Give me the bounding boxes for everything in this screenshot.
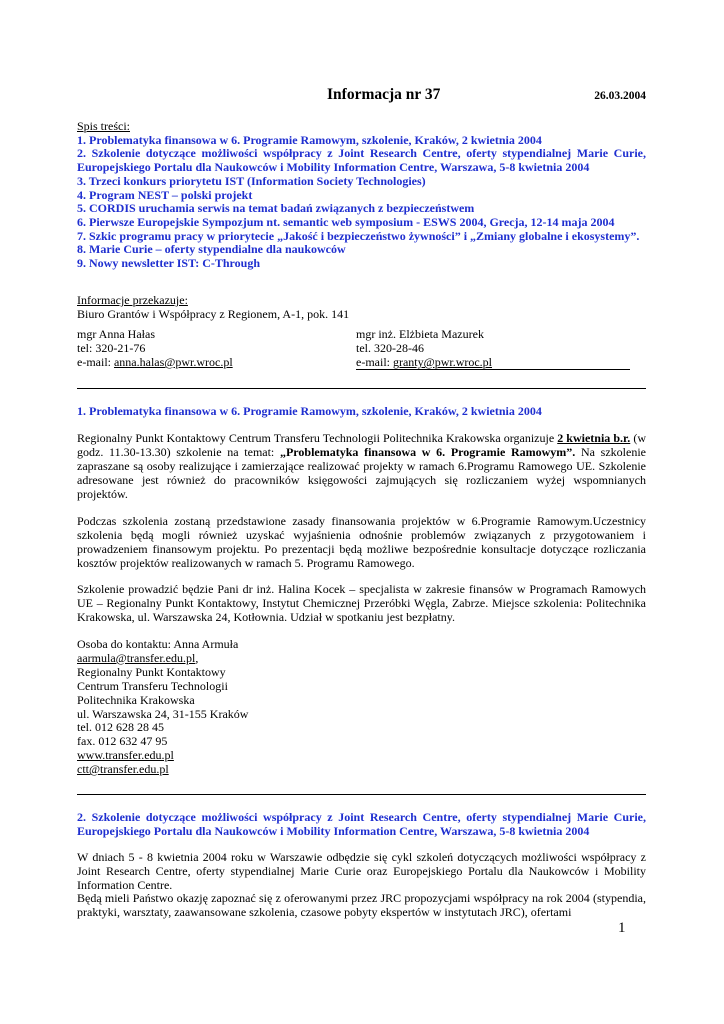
contact-name: mgr Anna Hałas [77, 327, 155, 341]
email-link[interactable]: ctt@transfer.edu.pl [77, 762, 169, 777]
contact-org: Regionalny Punkt Kontaktowy [77, 664, 226, 679]
section1-paragraph-1 [77, 432, 646, 502]
document-date: 26.03.2004 [594, 90, 646, 102]
toc-item[interactable]: 4. Program NEST – polski projekt [77, 187, 253, 202]
info-office: Biuro Grantów i Współpracy z Regionem, A-1, pok. 141 [77, 306, 350, 321]
email-label: e-mail: [356, 355, 393, 369]
toc-item[interactable]: 1. Problematyka finansowa w 6. Programie Ramowym, szkolenie, Kraków, 2 kwietnia 2004 [77, 132, 542, 147]
contact-left [77, 327, 233, 369]
toc-item[interactable]: 5. CORDIS uruchamia serwis na temat badań związanych z bezpieczeństwem [77, 201, 475, 216]
section2-paragraph-2: Będą mieli Państwo okazję zapoznać się z oferowanymi przez JRC propozycjami współpracy na rok 2004 (stypendia, praktyki, warsztaty, zaawansowane szkolenia, czasowe pobyty ekspertów w instytutach JRC), ofertami [77, 891, 646, 919]
toc-item[interactable]: 2. Szkolenie dotyczące możliwości współpracy z Joint Research Centre, oferty stypendialnej Marie Curie, Europejskiego Portalu dla Naukowców i Mobility Information Centre, Warszawa, 5-8 kwietnia 2004 [77, 146, 646, 175]
text-run: Na szkolenie zapraszane są osoby realizujące i zamierzające realizować projekty w ramach 6.Programu Ramowego UE. Szkolenie adresowane jest również do pracowników księgowości zajmujących się rozliczaniem wyżej wspomnianych projektów. [77, 444, 646, 501]
contact-org: Politechnika Krakowska [77, 692, 195, 707]
event-topic: „Problematyka finansowa w 6. Programie Ramowym”. [279, 444, 576, 459]
section1-title: 1. Problematyka finansowa w 6. Programie Ramowym, szkolenie, Kraków, 2 kwietnia 2004 [77, 404, 542, 418]
section1-contact [77, 638, 646, 777]
document-title: Informacja nr 37 [327, 86, 441, 103]
section-divider [77, 794, 646, 795]
info-heading: Informacje przekazuje: [77, 293, 188, 307]
website-link[interactable]: www.transfer.edu.pl [77, 748, 174, 763]
toc-item[interactable]: 8. Marie Curie – oferty stypendialne dla naukowców [77, 242, 346, 257]
contact-org: Centrum Transferu Technologii [77, 678, 228, 693]
toc-item[interactable]: 3. Trzeci konkurs priorytetu IST (Information Society Technologies) [77, 173, 426, 188]
section1-paragraph-3: Szkolenie prowadzić będzie Pani dr inż. Halina Kocek – specjalista w zakresie finansów w Programach Ramowych UE – Regionalny Punkt Kontaktowy, Instytut Chemicznej Przeróbki Węgla, Zabrze. Miejsce szkolenia: Politechnika Krakowska, ul. Warszawska 24, Kotłownia. Udział w spotkaniu jest bezpłatny. [77, 582, 646, 624]
contact-email-line [356, 355, 492, 369]
contact-email-line [77, 652, 646, 666]
toc-item[interactable]: 7. Szkic programu pracy w priorytecie „Jakość i bezpieczeństwo żywności” i „Zmiany globalne i ekosystemy”. [77, 228, 640, 243]
contact-tel: tel. 012 628 28 45 [77, 720, 164, 735]
email-link[interactable]: granty@pwr.wroc.pl [392, 355, 493, 369]
email-label: e-mail: [77, 355, 114, 369]
email-link[interactable]: anna.halas@pwr.wroc.pl [113, 355, 233, 369]
section2-title: 2. Szkolenie dotyczące możliwości współpracy z Joint Research Centre, oferty stypendialnej Marie Curie, Europejskiego Portalu dla Naukowców i Mobility Information Centre, Warszawa, 5-8 kwietnia 2004 [77, 810, 646, 838]
contact-fax: fax. 012 632 47 95 [77, 734, 168, 749]
section2-paragraph-1: W dniach 5 - 8 kwietnia 2004 roku w Warszawie odbędzie się cykl szkoleń dotyczących możliwości współpracy z Joint Research Centre, oferty stypendialnej Marie Curie oraz Europejskiego Portalu dla Naukowców i Mobility Information Centre. [77, 850, 646, 892]
contact-tel: tel. 320-28-46 [356, 341, 424, 355]
www-line [77, 749, 646, 763]
contact-name: mgr inż. Elżbieta Mazurek [356, 327, 484, 341]
contact-email-line [77, 355, 233, 369]
section1-paragraph-2: Podczas szkolenia zostaną przedstawione zasady finansowania projektów w 6.Programie Ramowym.Uczestnicy szkolenia będą mogli również uzyskać wyjaśnienia odnośnie problemów związanych z przygotowaniem i prowadzeniem finansowym projektu. Po prezentacji będą możliwe bezpośrednie konsultacje dotyczące rozliczania kosztów projektów realizowanych w ramach 5. Programu Ramowego. [77, 514, 646, 570]
text-run: , [195, 650, 199, 665]
section-divider [77, 388, 646, 389]
info-block [77, 294, 646, 322]
contact-right [356, 327, 492, 369]
text-run: (w godz. 11.30-13.30) szkolenie na temat: [77, 431, 646, 459]
signature-underline [356, 369, 630, 370]
page-number: 1 [618, 920, 626, 936]
toc-item[interactable]: 6. Pierwsze Europejskie Sympozjum nt. semantic web symposium - ESWS 2004, Grecja, 12-14 maja 2004 [77, 214, 615, 229]
text-run: Regionalny Punkt Kontaktowy Centrum Transferu Technologii Politechnika Krakowska organizuje [77, 431, 558, 445]
toc-heading: Spis treści: [77, 119, 130, 133]
contact-street: ul. Warszawska 24, 31-155 Kraków [77, 706, 249, 721]
email-link[interactable]: aarmula@transfer.edu.pl [77, 650, 196, 665]
event-date: 2 kwietnia b.r. [557, 431, 631, 445]
toc-item[interactable]: 9. Nowy newsletter IST: C-Through [77, 256, 261, 271]
email2-line [77, 763, 646, 777]
contact-tel: tel: 320-21-76 [77, 341, 146, 355]
contact-person: Osoba do kontaktu: Anna Armuła [77, 637, 239, 651]
table-of-contents [77, 120, 646, 271]
